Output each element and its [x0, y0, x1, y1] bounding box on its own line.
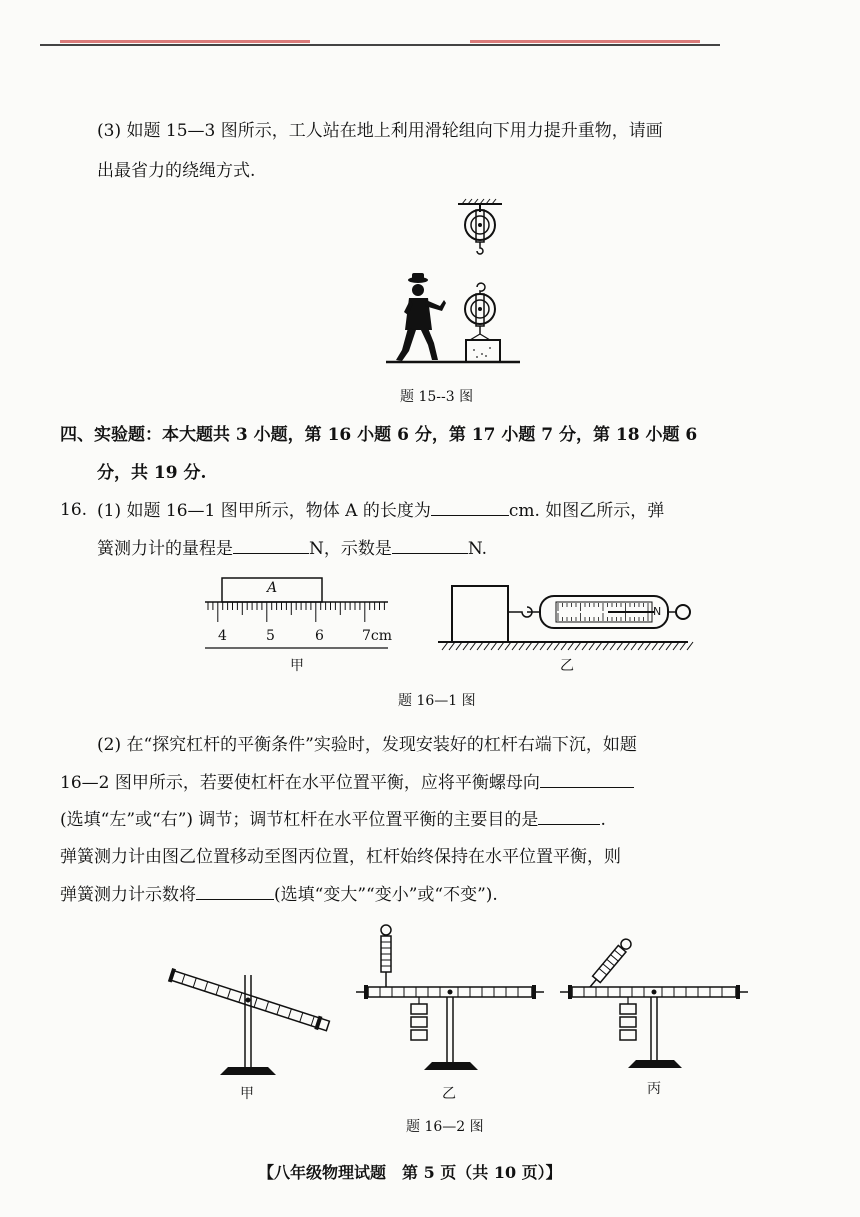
scale-unit-n: N — [653, 605, 662, 618]
q16-2-text-d: 弹簧测力计示数将 — [60, 885, 196, 905]
q16-1-text-c: 簧测力计的量程是 — [97, 539, 233, 559]
page-footer: 【八年级物理试题 第 5 页（共 10 页）】 — [258, 1163, 562, 1182]
fig16-2-caption: 题 16—2 图 — [406, 1119, 484, 1135]
fig16-2-jia-label: 甲 — [240, 1086, 254, 1102]
q16-1-text-e: N. — [467, 539, 488, 559]
fig15-3-caption: 题 15--3 图 — [400, 389, 474, 405]
q15-3-line1: (3) 如题 15—3 图所示，工人站在地上利用滑轮组向下用力提升重物，请画 — [97, 121, 663, 141]
section4-line2: 分，共 19 分. — [97, 463, 207, 483]
ruler-tick-7cm: 7cm — [362, 628, 393, 644]
q16-1-text-b: cm. 如图乙所示，弹 — [508, 501, 665, 521]
section4-line1: 四、实验题：本大题共 3 小题，第 16 小题 6 分，第 17 小题 7 分，第 18 小题 6 — [60, 425, 698, 445]
q16-1-text-d: N，示数是 — [309, 539, 392, 559]
q16-2-text-c: . — [600, 810, 606, 830]
fig16-1-jia-label: 甲 — [290, 658, 304, 674]
q16-1-text-a: (1) 如题 16—1 图甲所示，物体 A 的长度为 — [97, 501, 431, 521]
ruler-tick-4: 4 — [218, 628, 227, 644]
q15-3-line2: 出最省力的绕绳方式. — [97, 161, 256, 181]
q16-2-text-b: (选填“左”或“右”) 调节；调节杠杆在水平位置平衡的主要目的是 — [60, 810, 539, 830]
q16-2-line4: 弹簧测力计由图乙位置移动至图丙位置，杠杆始终保持在水平位置平衡，则 — [60, 847, 621, 867]
fig16-2-yi-label: 乙 — [442, 1086, 456, 1102]
ruler-tick-5: 5 — [266, 628, 275, 644]
object-a-label: A — [267, 580, 278, 596]
q16-2-text-a: 16—2 图甲所示，若要使杠杆在水平位置平衡，应将平衡螺母向 — [60, 773, 540, 793]
q16-2-text-e: (选填“变大”“变小”或“不变”). — [274, 885, 498, 905]
q16-2-line1: (2) 在“探究杠杆的平衡条件”实验时，发现安装好的杠杆右端下沉，如题 — [97, 735, 637, 755]
fig16-2-bing-label: 丙 — [647, 1081, 661, 1097]
fig16-1-caption: 题 16—1 图 — [398, 693, 476, 709]
ruler-tick-6: 6 — [315, 628, 324, 644]
q16-number: 16. — [60, 500, 88, 520]
fig16-1-yi-label: 乙 — [560, 658, 574, 674]
